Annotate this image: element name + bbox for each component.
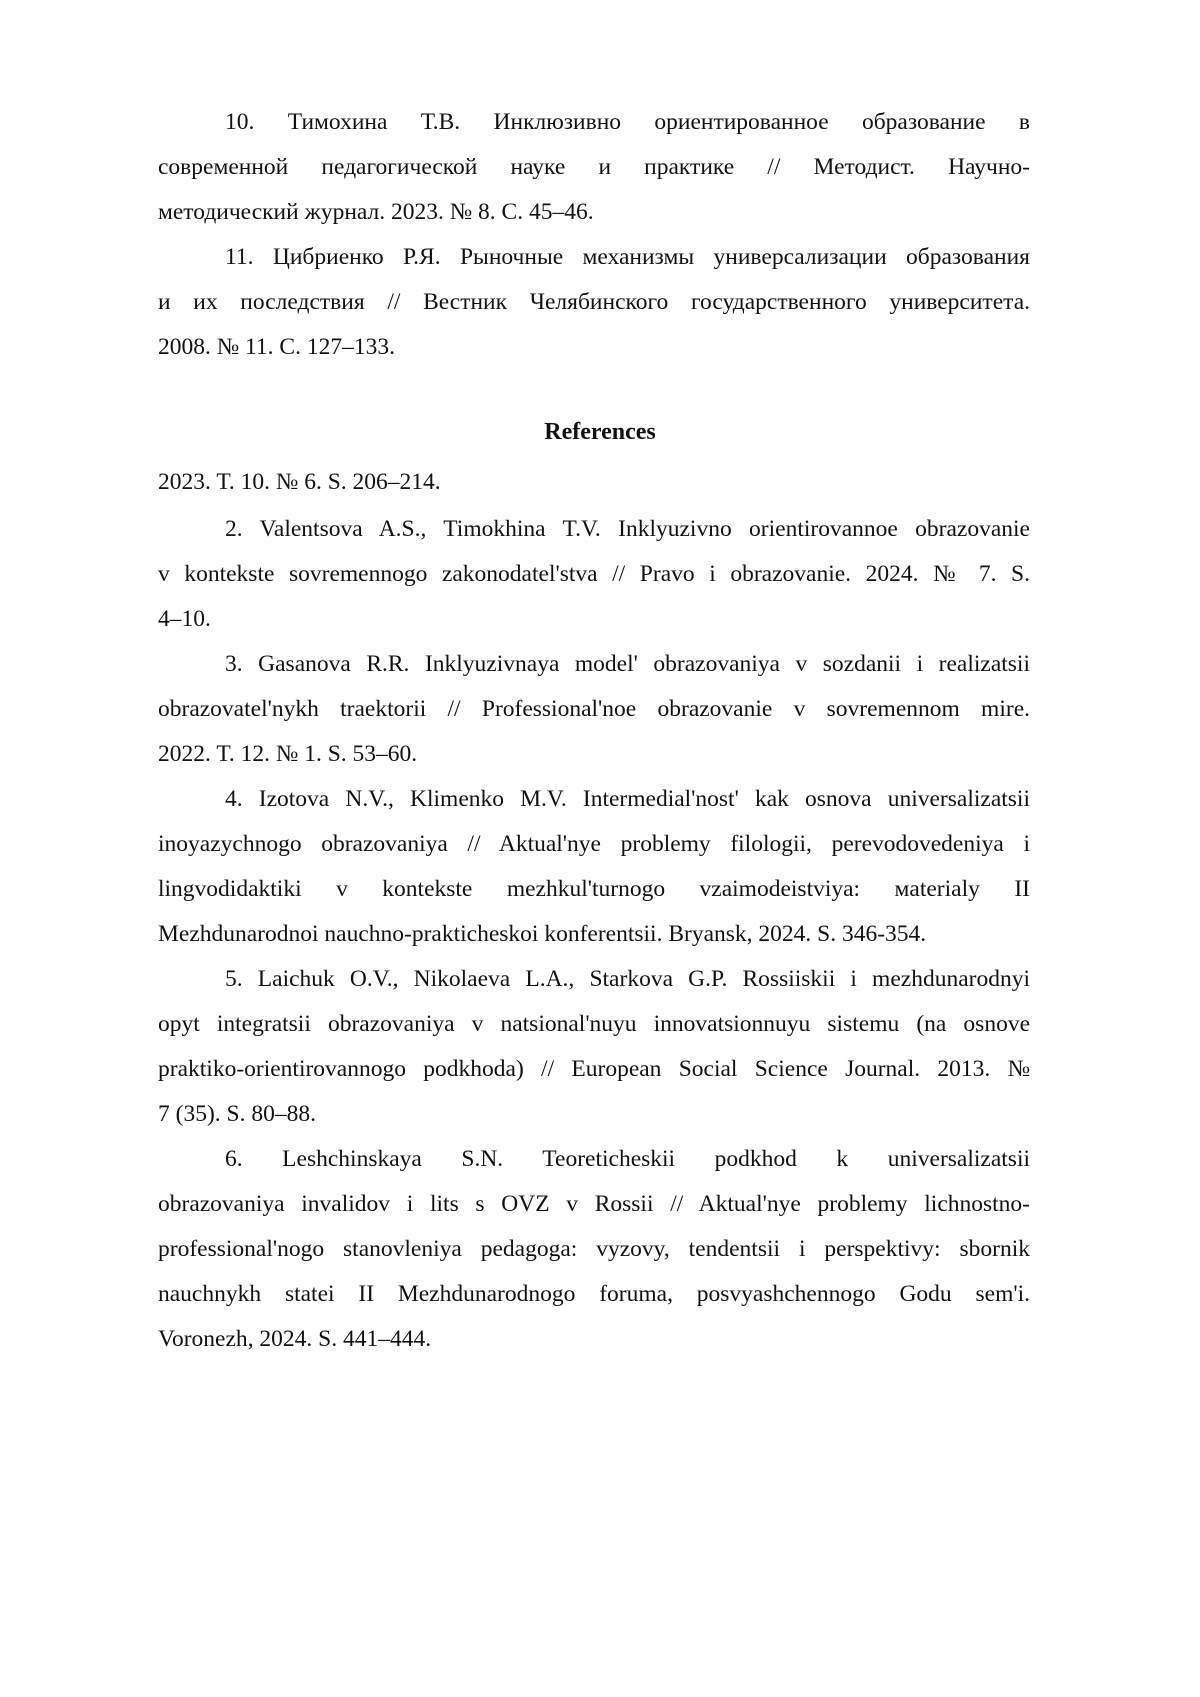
reference-line: 7 (35). S. 80–88. xyxy=(158,1101,316,1127)
reference-line: 10. Тимохина Т.В. Инклюзивно ориентированное образование в xyxy=(225,109,1030,135)
reference-line: obrazovatel'nykh traektorii // Professional'noe obrazovanie v sovremennom mire. xyxy=(158,696,1030,722)
reference-line: 4–10. xyxy=(158,606,211,632)
reference-line: 2022. T. 12. № 1. S. 53–60. xyxy=(158,741,418,767)
reference-line: opyt integratsii obrazovaniya v natsional'nuyu innovatsionnuyu sistemu (na osnove xyxy=(158,1011,1030,1037)
reference-line: 6. Leshchinskaya S.N. Teoreticheskii podkhod k universalizatsii xyxy=(225,1146,1030,1172)
reference-line: 2. Valentsova A.S., Timokhina T.V. Inklyuzivno orientirovannoe obrazovanie xyxy=(225,516,1030,542)
reference-line: Mezhdunarodnoi nauchno-prakticheskoi konferentsii. Bryansk, 2024. S. 346-354. xyxy=(158,921,927,947)
reference-line: nauchnykh statei II Mezhdunarodnogo foruma, posvyashchennogo Godu sem'i. xyxy=(158,1281,1030,1307)
reference-line: lingvodidaktiki v kontekste mezhkul'turnogo vzaimodeistviya: мaterialy II xyxy=(158,876,1030,902)
reference-line: Voronezh, 2024. S. 441–444. xyxy=(158,1326,432,1352)
reference-line: 4. Izotova N.V., Klimenko M.V. Intermedial'nost' kak osnova universalizatsii xyxy=(225,786,1030,812)
reference-line: и их последствия // Вестник Челябинского государственного университета. xyxy=(158,289,1030,315)
reference-line: 2008. № 11. С. 127–133. xyxy=(158,334,395,360)
reference-line: методический журнал. 2023. № 8. С. 45–46. xyxy=(158,199,594,225)
reference-line: v kontekste sovremennogo zakonodatel'stva // Pravo i obrazovanie. 2024. № 7. S. xyxy=(158,561,1030,587)
reference-line: 3. Gasanova R.R. Inklyuzivnaya model' obrazovaniya v sozdanii i realizatsii xyxy=(225,651,1030,677)
reference-line: obrazovaniya invalidov i lits s OVZ v Rossii // Aktual'nye problemy lichnostno- xyxy=(158,1191,1030,1217)
reference-line: professional'nogo stanovleniya pedagoga: vyzovy, tendentsii i perspektivy: sbornik xyxy=(158,1236,1030,1262)
reference-line: современной педагогической науке и практике // Методист. Научно- xyxy=(158,154,1030,180)
reference-line: inoyazychnogo obrazovaniya // Aktual'nye problemy filologii, perevodovedeniya i xyxy=(158,831,1030,857)
overlap-fragment: 2023. T. 10. № 6. S. 206–214. xyxy=(158,469,441,495)
references-heading: References xyxy=(544,419,656,445)
reference-line: praktiko-orientirovannogo podkhoda) // European Social Science Journal. 2013. № xyxy=(158,1056,1030,1082)
reference-line: 5. Laichuk O.V., Nikolaeva L.A., Starkova G.P. Rossiiskii i mezhdunarodnyi xyxy=(225,966,1030,992)
reference-line: 11. Цибриенко Р.Я. Рыночные механизмы универсализации образования xyxy=(225,244,1030,270)
